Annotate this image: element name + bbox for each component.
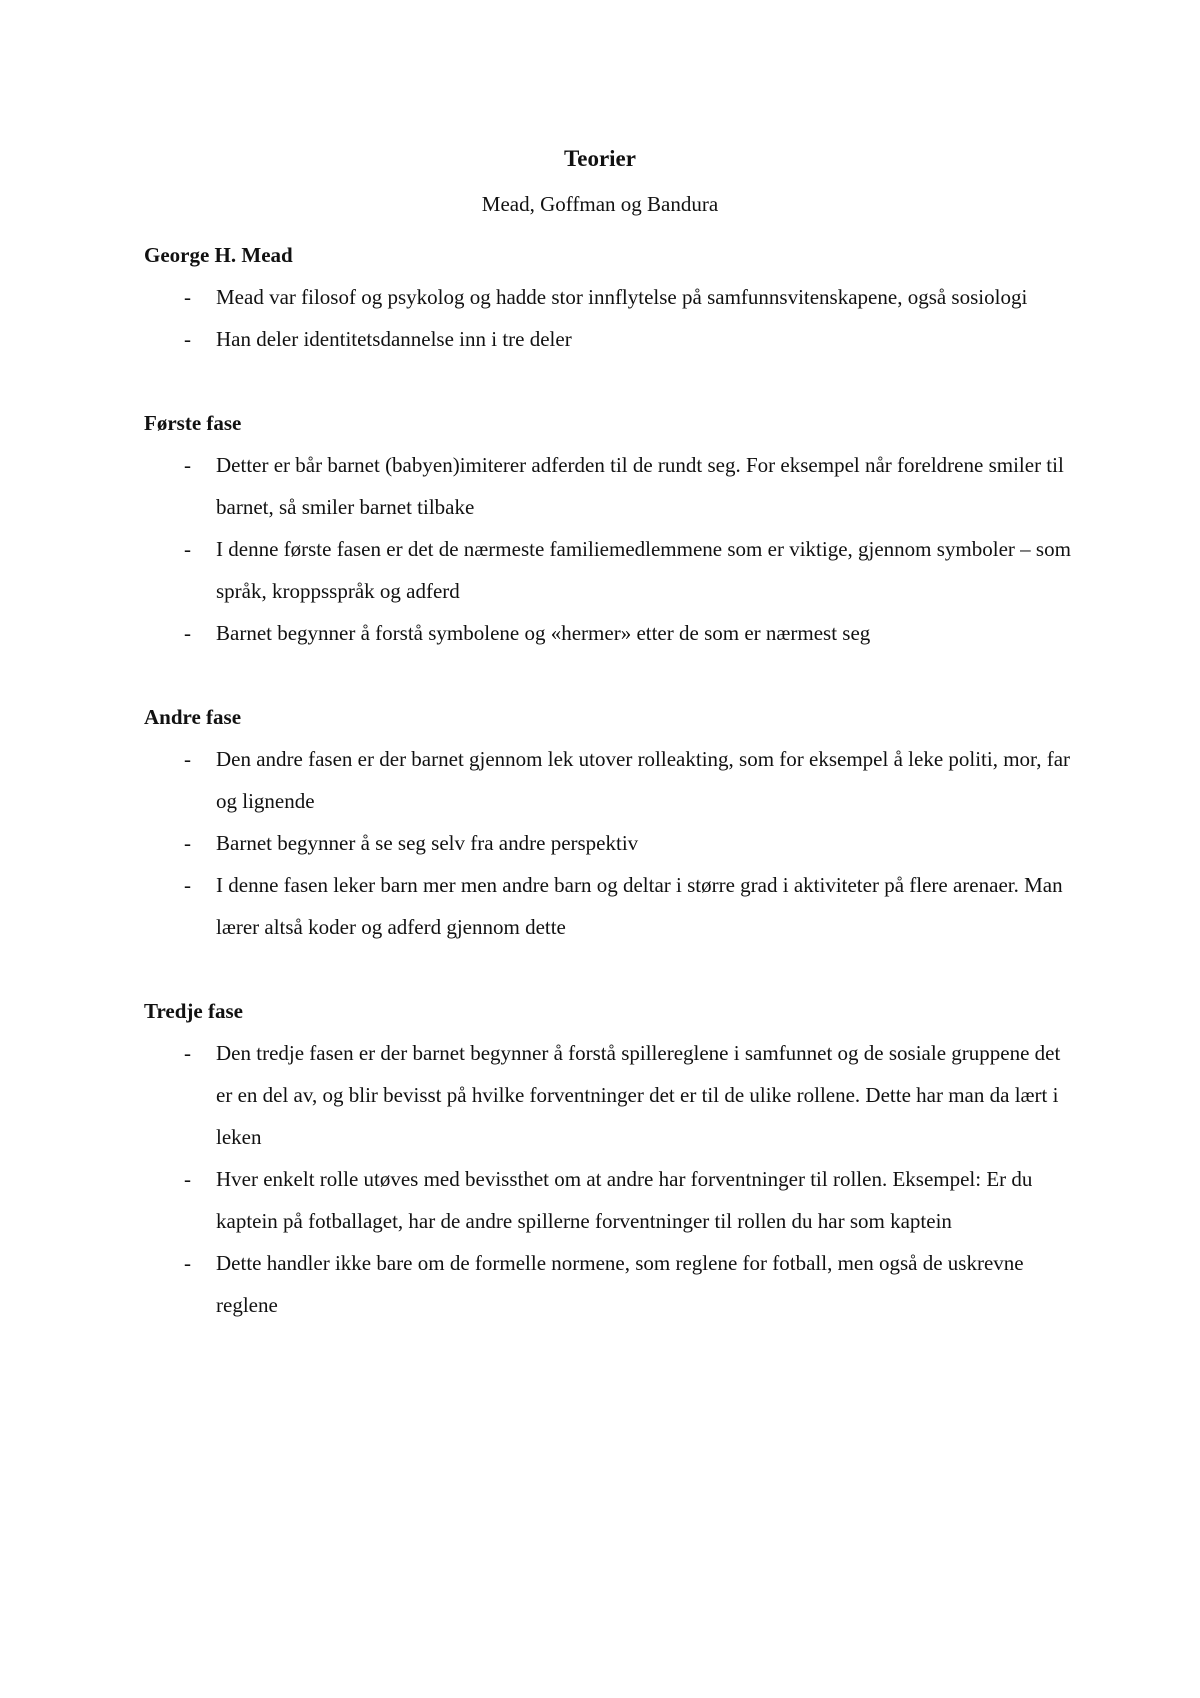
list-item-text: I denne første fasen er det de nærmeste familiemedlemmene som er viktige, gjennom symboler – som språk, kroppsspråk og adferd [216, 537, 1071, 603]
document-title: Teorier [564, 146, 636, 171]
list-item-text: Barnet begynner å se seg selv fra andre perspektiv [216, 831, 639, 855]
bullet-marker: - [184, 1167, 191, 1191]
list-item [144, 1158, 1074, 1242]
list-item [144, 276, 1074, 318]
bullet-list [144, 444, 1074, 654]
list-item-text: Barnet begynner å forstå symbolene og «hermer» etter de som er nærmest seg [216, 621, 871, 645]
bullet-marker: - [184, 1251, 191, 1275]
bullet-marker: - [184, 537, 191, 561]
list-item-text: Mead var filosof og psykolog og hadde stor innflytelse på samfunnsvitenskapene, også sosiologi [216, 285, 1028, 309]
bullet-list [144, 276, 1074, 360]
list-item-text: Han deler identitetsdannelse inn i tre deler [216, 327, 572, 351]
section-forste-fase [144, 402, 1074, 654]
list-item [144, 738, 1074, 822]
list-item-text: Detter er bår barnet (babyen)imiterer adferden til de rundt seg. For eksempel når foreldrene smiler til barnet, så smiler barnet tilbake [216, 453, 1064, 519]
list-item-text: Dette handler ikke bare om de formelle normene, som reglene for fotball, men også de uskrevne reglene [216, 1251, 1024, 1317]
section-tredje-fase [144, 990, 1074, 1326]
document-body [144, 234, 1074, 1368]
bullet-marker: - [184, 621, 191, 645]
bullet-list [144, 738, 1074, 948]
list-item [144, 1242, 1074, 1326]
list-item [144, 864, 1074, 948]
list-item-text: Hver enkelt rolle utøves med bevissthet om at andre har forventninger til rollen. Eksempel: Er du kaptein på fotballaget, har de andre spillerne forventninger til rollen du har som kaptein [216, 1167, 1033, 1233]
list-item [144, 318, 1074, 360]
list-item [144, 612, 1074, 654]
section-heading: Første fase [144, 411, 242, 435]
section-andre-fase [144, 696, 1074, 948]
list-item [144, 822, 1074, 864]
section-heading: Tredje fase [144, 999, 243, 1023]
section-heading: Andre fase [144, 705, 242, 729]
bullet-marker: - [184, 873, 191, 897]
section-heading: George H. Mead [144, 243, 293, 267]
section-george-h-mead [144, 234, 1074, 360]
list-item-text: Den tredje fasen er der barnet begynner å forstå spillereglene i samfunnet og de sosiale gruppene det er en del av, og blir bevisst på hvilke forventninger det er til de ulike rollene. Dette har man da lært i leken [216, 1041, 1061, 1149]
list-item [144, 444, 1074, 528]
document-subtitle: Mead, Goffman og Bandura [481, 192, 719, 216]
bullet-marker: - [184, 453, 191, 477]
bullet-marker: - [184, 327, 191, 351]
bullet-marker: - [184, 285, 191, 309]
list-item-text: I denne fasen leker barn mer men andre barn og deltar i større grad i aktiviteter på flere arenaer. Man lærer altså koder og adferd gjennom dette [216, 873, 1063, 939]
list-item [144, 528, 1074, 612]
bullet-list [144, 1032, 1074, 1326]
list-item-text: Den andre fasen er der barnet gjennom lek utover rolleakting, som for eksempel å leke politi, mor, far og lignende [216, 747, 1071, 813]
bullet-marker: - [184, 1041, 191, 1065]
bullet-marker: - [184, 747, 191, 771]
bullet-marker: - [184, 831, 191, 855]
list-item [144, 1032, 1074, 1158]
